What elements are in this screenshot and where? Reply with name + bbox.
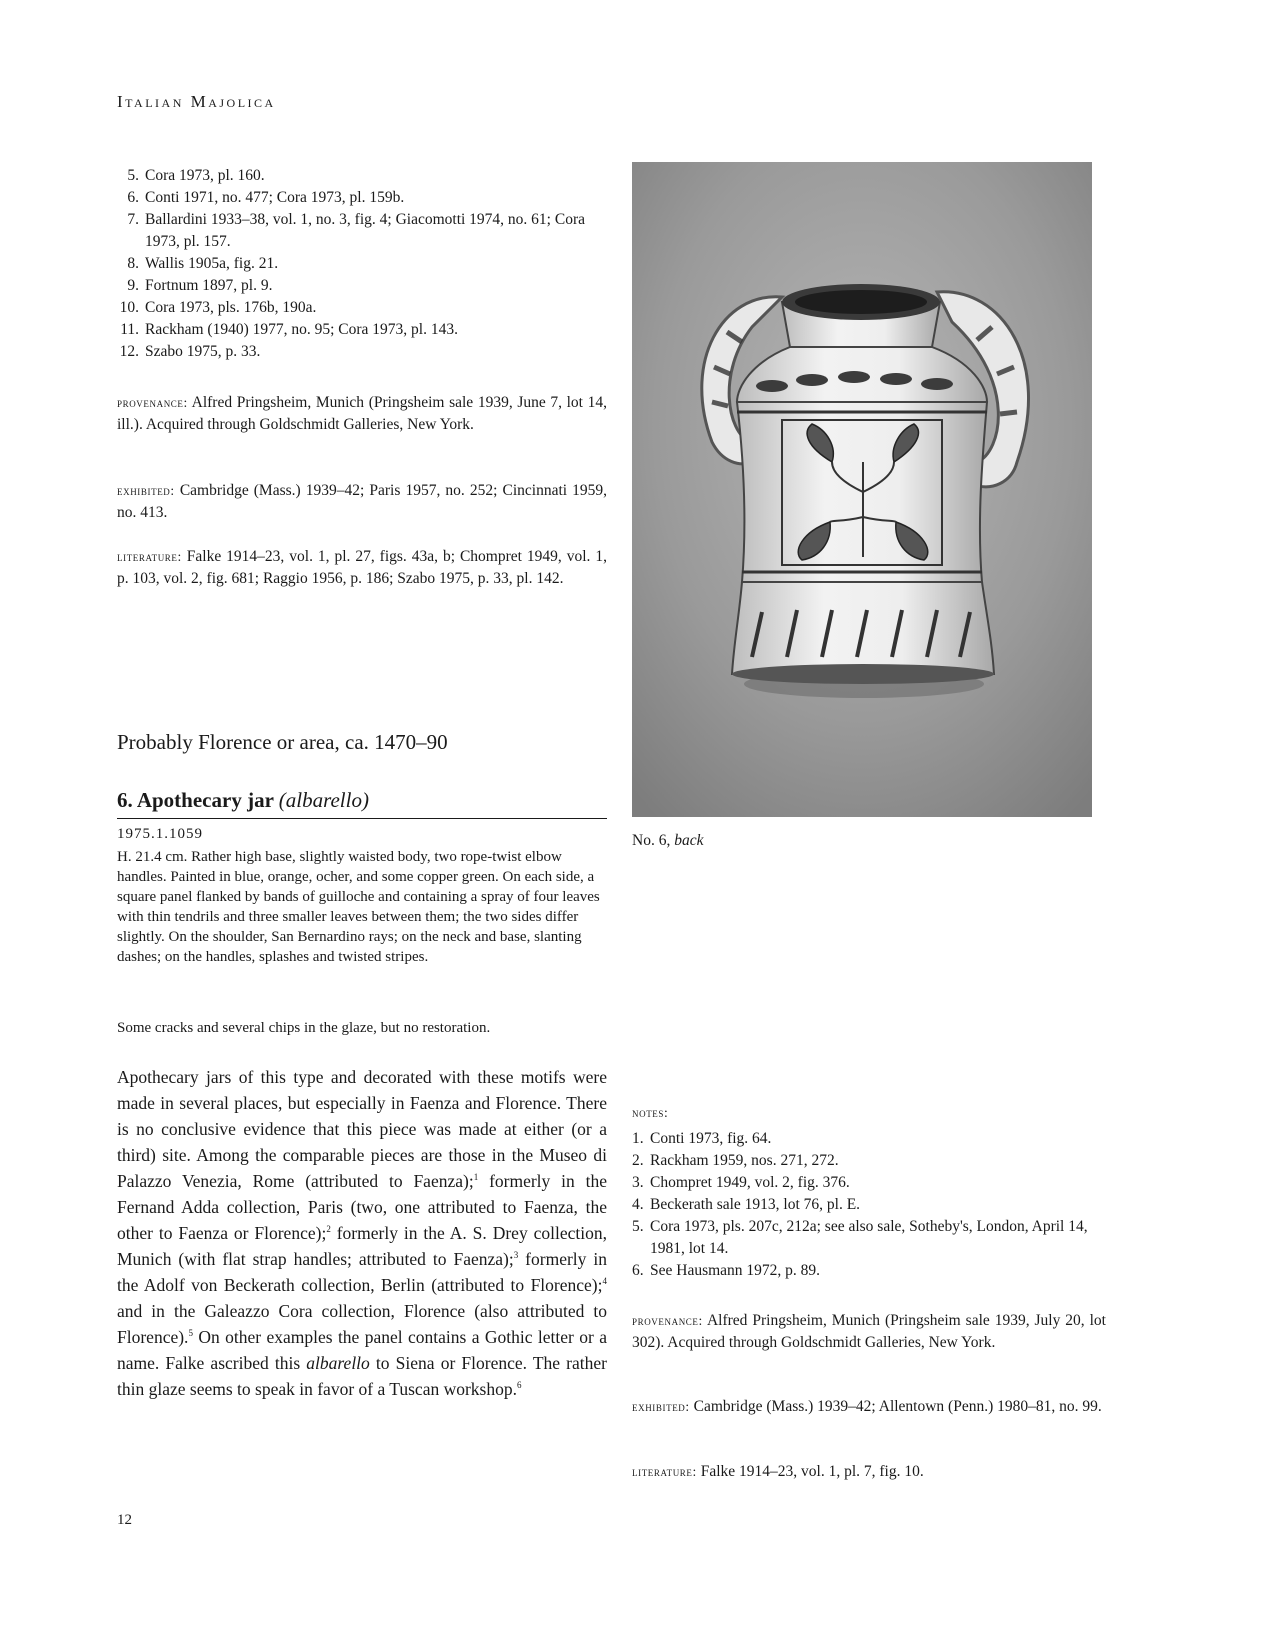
body-paragraph: Apothecary jars of this type and decorated with these motifs were made in several places, but especially in Faenza and Florence. There is no conclusive evidence that this piece was made at either (or a third) site. Among the comparable pieces are those in the Museo di Palazzo Venezia, Rome (attributed to Faenza);$^1$ formerly in the Fernand Adda collection, Paris (two, one attributed to Faenza, the other to Faenza or Florence);$^2$ formerly in the A. S. Drey collection, Munich (with flat strap handles; attributed to Faenza);$^3$ formerly in the Adolf von Beckerath collection, Berlin (attributed to Florence);$^4$ and in the Galeazzo Cora collection, Florence (also attributed to Florence).$^5$ On other examples the panel contains a Gothic letter or a name. Falke ascribed this albarello to Siena or Florence. The rather thin glaze seems to speak in favor of a Tuscan workshop.$^6$ (117, 1067, 607, 1399)
jar-photograph (632, 162, 1092, 817)
footnote-ref: 4 (602, 1276, 607, 1287)
title-rule (117, 818, 607, 819)
note-item: 3. Chompret 1949, vol. 2, fig. 376. (632, 1174, 850, 1191)
footnote-ref: 5 (188, 1328, 193, 1339)
note-item: 4. Beckerath sale 1913, lot 76, pl. E. (632, 1196, 861, 1213)
literature: literature: Falke 1914–23, vol. 1, pl. 7, fig. 10. (632, 1463, 924, 1480)
page-number: 12 (117, 1512, 132, 1528)
note-item: 1. Conti 1973, fig. 64. (632, 1130, 772, 1147)
entry-title: 6. Apothecary jar (albarello) (117, 788, 369, 812)
previous-provenance: provenance: Alfred Pringsheim, Munich (Pringsheim sale 1939, June 7, lot 14, ill.). Acquired through Goldschmidt Galleries, New York. (117, 394, 607, 433)
footnote-ref: 6 (517, 1380, 522, 1391)
exhibited: exhibited: Cambridge (Mass.) 1939–42; Allentown (Penn.) 1980–81, no. 99. (632, 1398, 1102, 1415)
date-heading: Probably Florence or area, ca. 1470–90 (117, 730, 448, 754)
note-item: 12. Szabo 1975, p. 33. (119, 343, 261, 360)
note-item: 11. Rackham (1940) 1977, no. 95; Cora 1973, pl. 143. (120, 321, 458, 338)
previous-literature: literature: Falke 1914–23, vol. 1, pl. 27, figs. 43a, b; Chompret 1949, vol. 1, p. 103, vol. 2, fig. 681; Raggio 1956, p. 186; Szabo 1975, p. 33, pl. 142. (117, 548, 607, 587)
note-item: 2. Rackham 1959, nos. 271, 272. (632, 1152, 839, 1169)
previous-notes-list (117, 165, 607, 363)
note-item: 6. Conti 1971, no. 477; Cora 1973, pl. 159b. (127, 189, 405, 206)
footnote-ref: 3 (513, 1250, 519, 1261)
footnote-ref: 2 (326, 1224, 331, 1235)
note-item: 9. Fortnum 1897, pl. 9. (127, 277, 273, 294)
running-head: Italian Majolica (117, 92, 276, 111)
previous-exhibited: exhibited: Cambridge (Mass.) 1939–42; Paris 1957, no. 252; Cincinnati 1959, no. 413. (117, 482, 608, 521)
note-item: 10. Cora 1973, pls. 176b, 190a. (119, 299, 317, 316)
note-item: 5. Cora 1973, pls. 207c, 212a; see also sale, Sotheby's, London, April 14, 1981, lot 14. (632, 1218, 1088, 1257)
provenance: provenance: Alfred Pringsheim, Munich (Pringsheim sale 1939, July 20, lot 302). Acquired through Goldschmidt Galleries, New York. (632, 1312, 1106, 1351)
notes-heading: notes: (632, 1105, 669, 1120)
note-item: 6. See Hausmann 1972, p. 89. (632, 1262, 821, 1279)
accession-number: 1975.1.1059 (117, 826, 203, 842)
note-item: 7. Ballardini 1933–38, vol. 1, no. 3, fig. 4; Giacomotti 1974, no. 61; Cora 1973, pl. 157. (127, 211, 585, 250)
note-item: 8. Wallis 1905a, fig. 21. (127, 255, 279, 272)
footnote-ref: 1 (473, 1172, 479, 1183)
note-item: 5. Cora 1973, pl. 160. (127, 167, 265, 184)
notes-list (632, 1128, 1106, 1282)
object-description: H. 21.4 cm. Rather high base, slightly waisted body, two rope-twist elbow handles. Painted in blue, orange, ocher, and some copper green. On each side, a square panel flanked by bands of guilloche and containing a spray of four leaves with thin tendrils and three smaller leaves between them; the two sides differ slightly. On the shoulder, San Bernardino rays; on the neck and base, slanting dashes; on the handles, splashes and twisted stripes. (117, 849, 600, 965)
condition-note: Some cracks and several chips in the glaze, but no restoration. (117, 1020, 491, 1036)
albarello-image (632, 162, 1092, 817)
photo-caption: No. 6, back (632, 832, 704, 849)
